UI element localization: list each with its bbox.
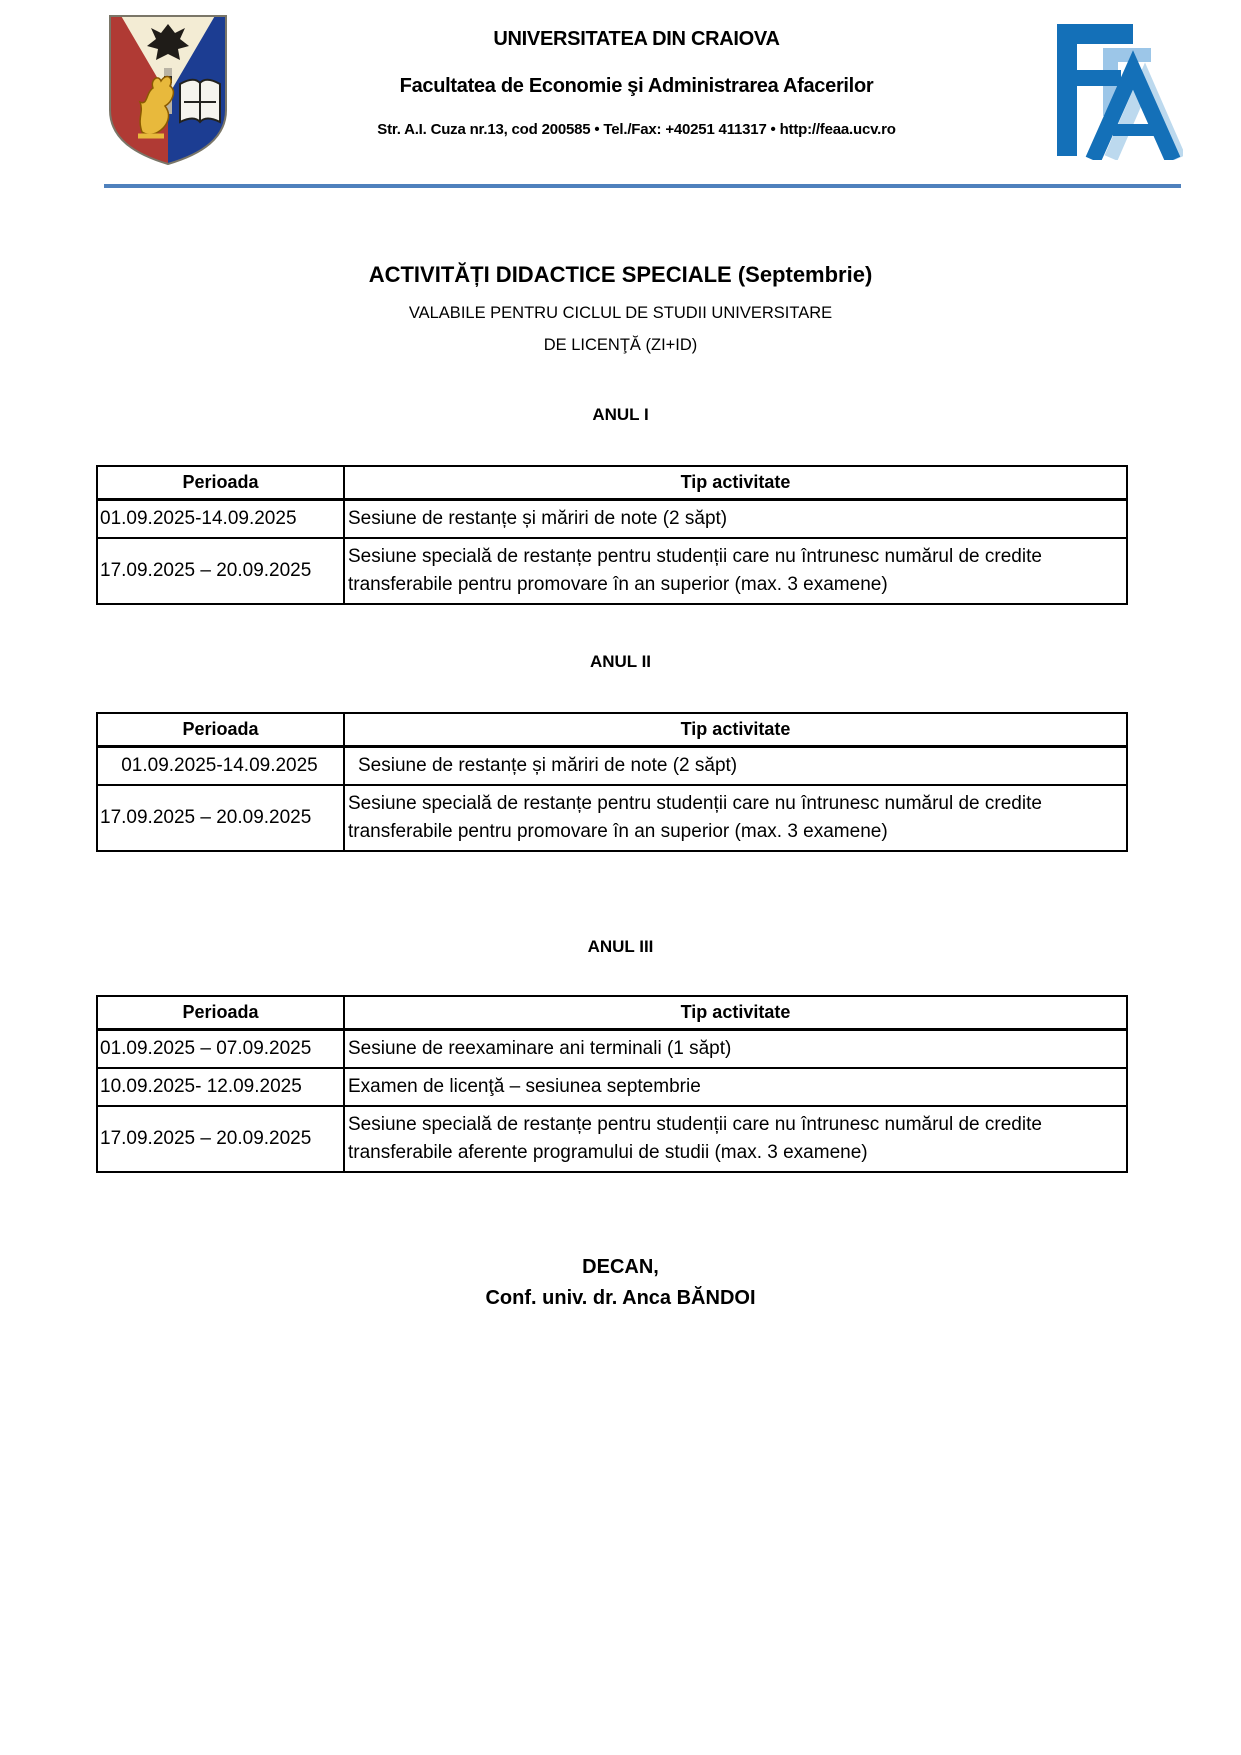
- cell-activitate: Sesiune specială de restanțe pentru studenții care nu întrunesc numărul de credite transferabile pentru promovare în an superior (max. 3 examene): [344, 538, 1127, 604]
- signature-name: Conf. univ. dr. Anca BĂNDOI: [485, 1287, 756, 1309]
- schedule-table-anul-1: [96, 465, 1128, 605]
- table-row: [97, 785, 1127, 851]
- divider-rule: [104, 184, 1181, 188]
- faculty-name: Facultatea de Economie şi Administrarea Afacerilor: [399, 75, 874, 97]
- university-crest-icon: [104, 14, 232, 166]
- cell-perioada: 17.09.2025 – 20.09.2025: [97, 538, 344, 604]
- signature-title: DECAN,: [582, 1256, 659, 1278]
- table-row: [97, 1106, 1127, 1172]
- table-row: [97, 1030, 1127, 1069]
- cell-activitate: Sesiune specială de restanțe pentru studenții care nu întrunesc numărul de credite transferabile aferente programului de studii (max. 3 examene): [344, 1106, 1127, 1172]
- document-title: ACTIVITĂȚI DIDACTICE SPECIALE (Septembrie): [368, 262, 873, 287]
- cell-perioada: 01.09.2025 – 07.09.2025: [97, 1030, 344, 1069]
- column-header-perioada: Perioada: [97, 713, 344, 747]
- cell-activitate: Sesiune de reexaminare ani terminali (1 săpt): [344, 1030, 1127, 1069]
- table-header-row: [97, 996, 1127, 1030]
- cell-perioada: 01.09.2025-14.09.2025: [97, 500, 344, 539]
- column-header-tip-activitate: Tip activitate: [344, 713, 1127, 747]
- feaa-logo-icon: [1041, 18, 1183, 160]
- table-row: [97, 747, 1127, 786]
- section-heading-anul-3: ANUL III: [587, 937, 654, 956]
- contact-line: Str. A.I. Cuza nr.13, cod 200585 • Tel./Fax: +40251 411317 • http://feaa.ucv.ro: [377, 121, 896, 138]
- document-subtitle-2: DE LICENŢĂ (ZI+ID): [543, 336, 698, 354]
- schedule-table-anul-3: [96, 995, 1128, 1173]
- table-header-row: [97, 713, 1127, 747]
- column-header-perioada: Perioada: [97, 466, 344, 500]
- cell-activitate: Examen de licenţă – sesiunea septembrie: [344, 1068, 1127, 1106]
- cell-activitate: Sesiune specială de restanțe pentru studenții care nu întrunesc numărul de credite transferabile pentru promovare în an superior (max. 3 examene): [344, 785, 1127, 851]
- cell-perioada: 17.09.2025 – 20.09.2025: [97, 1106, 344, 1172]
- cell-perioada: 01.09.2025-14.09.2025: [97, 747, 344, 786]
- table-header-row: [97, 466, 1127, 500]
- cell-activitate: Sesiune de restanțe și măriri de note (2 săpt): [344, 500, 1127, 539]
- table-row: [97, 500, 1127, 539]
- schedule-table-anul-2: [96, 712, 1128, 852]
- university-name: UNIVERSITATEA DIN CRAIOVA: [493, 28, 780, 50]
- cell-activitate: Sesiune de restanțe și măriri de note (2 săpt): [344, 747, 1127, 786]
- document-subtitle-1: VALABILE PENTRU CICLUL DE STUDII UNIVERSITARE: [408, 304, 833, 322]
- cell-perioada: 10.09.2025- 12.09.2025: [97, 1068, 344, 1106]
- column-header-tip-activitate: Tip activitate: [344, 996, 1127, 1030]
- table-row: [97, 538, 1127, 604]
- cell-perioada: 17.09.2025 – 20.09.2025: [97, 785, 344, 851]
- letterhead-text: [232, 14, 1041, 138]
- section-heading-anul-1: ANUL I: [592, 405, 649, 424]
- column-header-tip-activitate: Tip activitate: [344, 466, 1127, 500]
- letterhead: [0, 0, 1241, 166]
- table-row: [97, 1068, 1127, 1106]
- section-heading-anul-2: ANUL II: [589, 652, 652, 671]
- column-header-perioada: Perioada: [97, 996, 344, 1030]
